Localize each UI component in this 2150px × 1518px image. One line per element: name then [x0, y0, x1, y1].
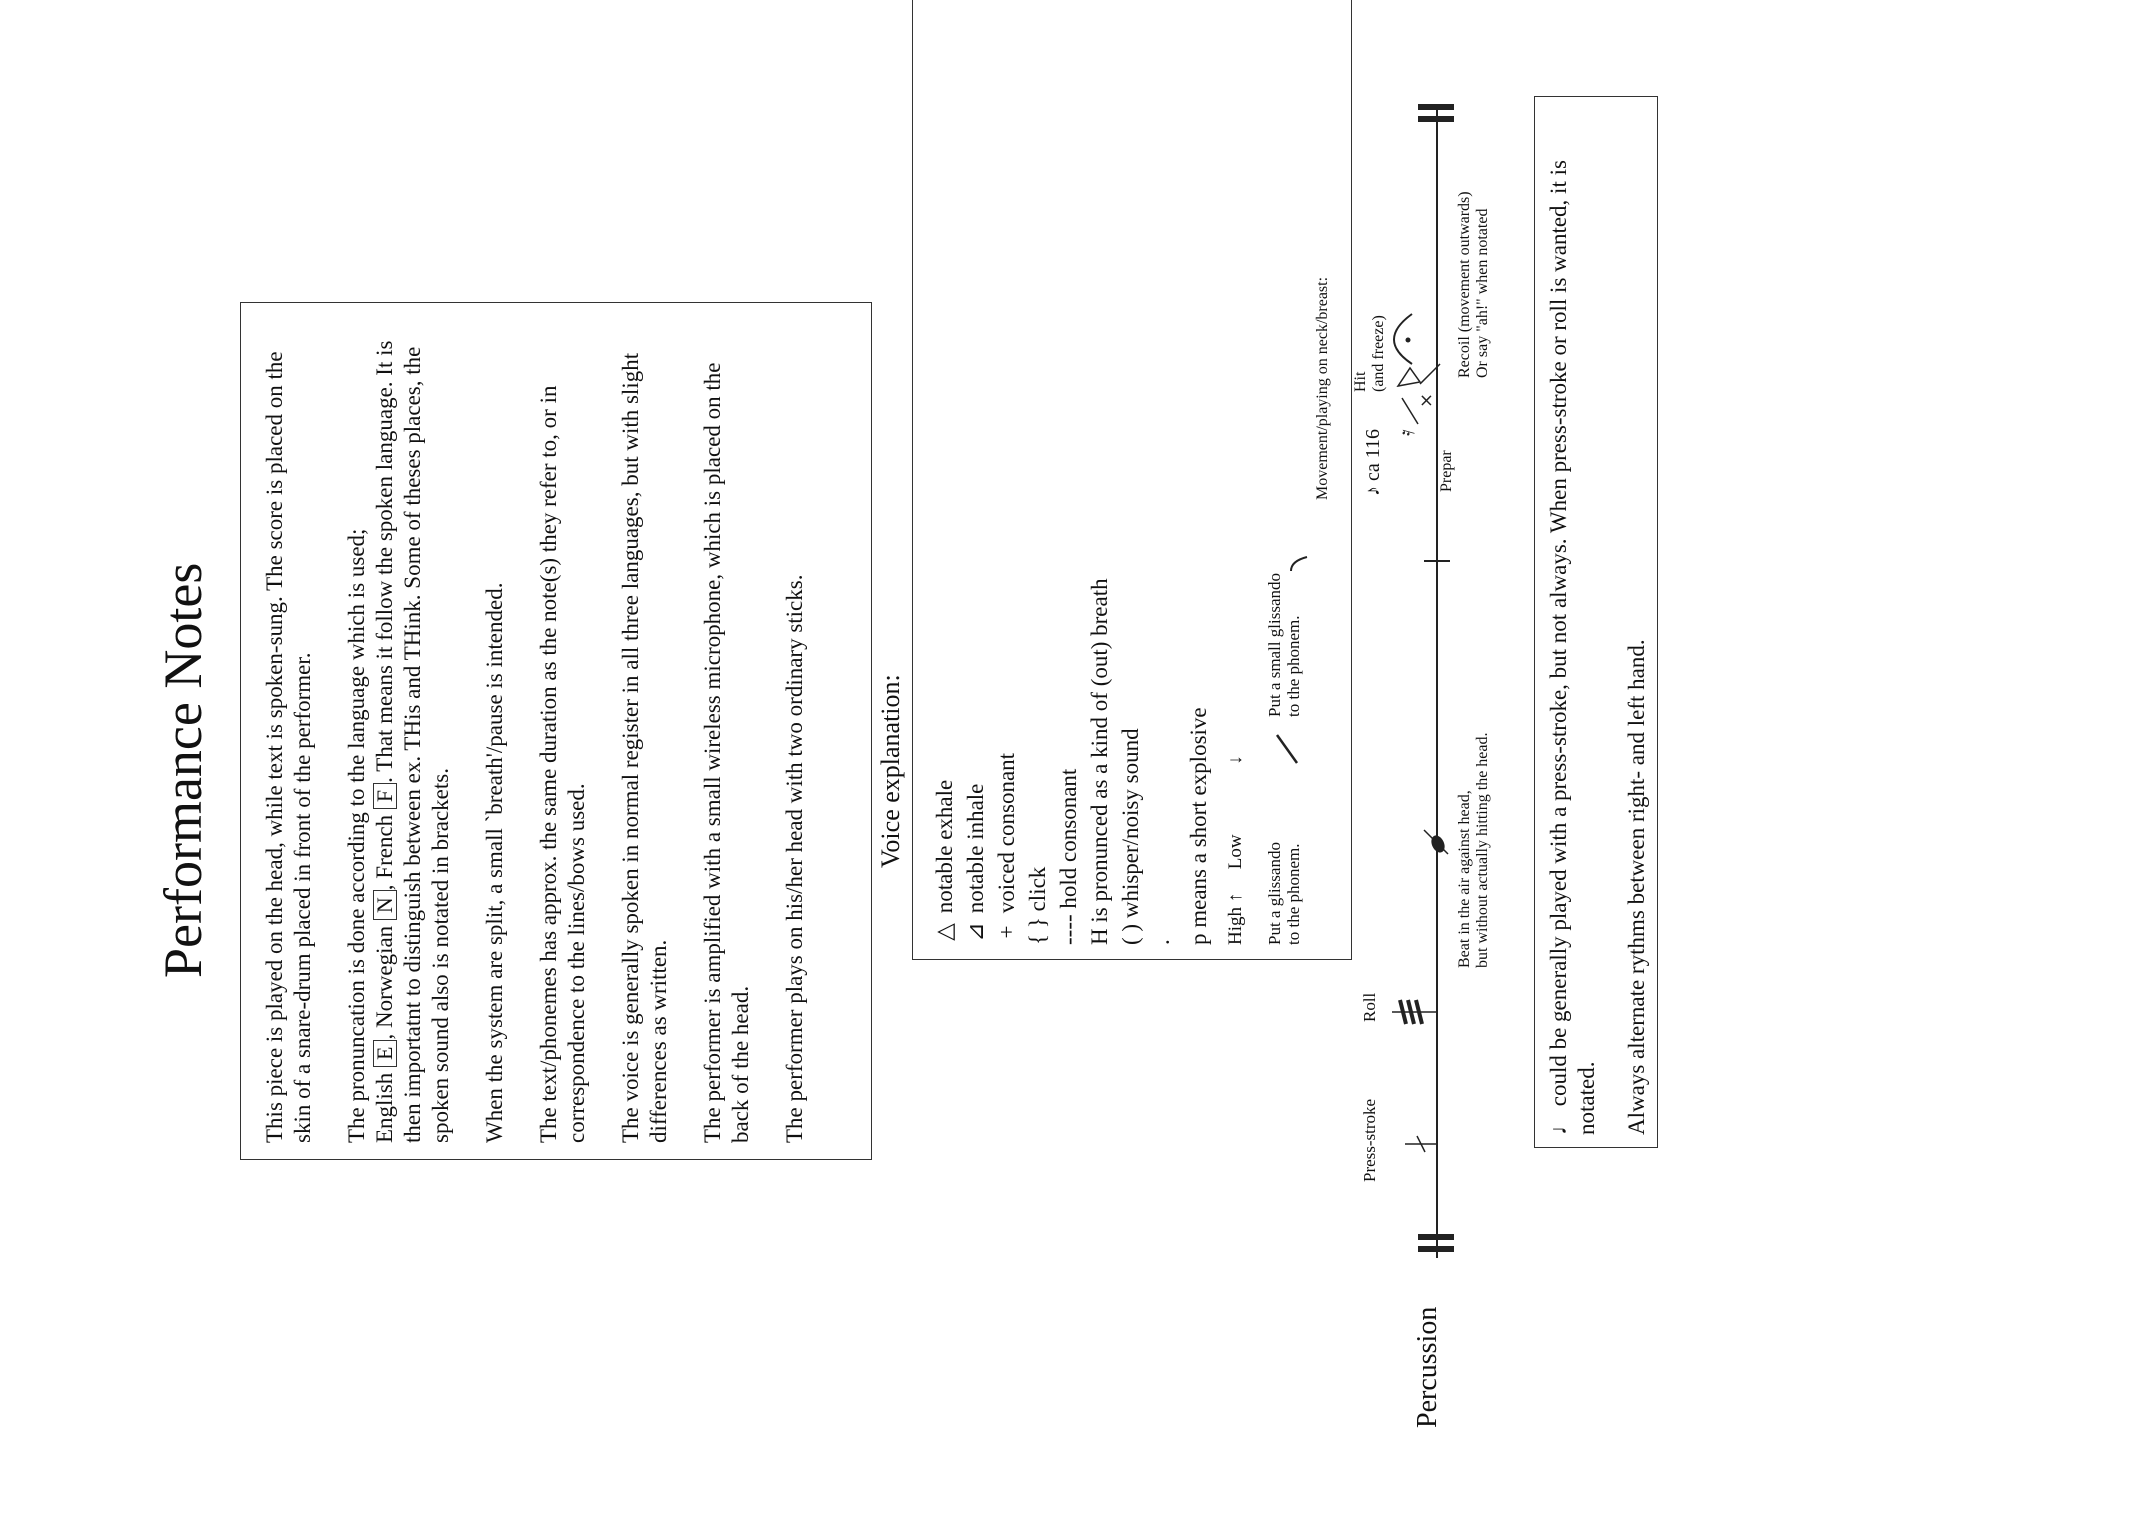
parentheses-symbol-icon: ( )	[1118, 923, 1143, 945]
performance-notes-text	[261, 319, 809, 1143]
roll-label: Roll	[1360, 992, 1379, 1022]
voice-explanation-box	[912, 0, 1352, 960]
voice-explanation-title: Voice explanation:	[876, 674, 905, 868]
tempo-marking: ♪ ca 116	[1362, 428, 1384, 496]
note-paragraph-6: The performer is amplified with a small wireless microphone, which is placed on the back of the head.	[700, 362, 753, 1143]
air-beat-description: Beat in the air against head, but without actually hitting the head.	[1456, 732, 1491, 968]
voice-item-voiced-consonant: + voiced consonant	[991, 0, 1022, 945]
quarter-note-icon: ♩	[1546, 1112, 1571, 1135]
note-paragraph-5: The voice is generally spoken in normal register in all three languages, but with slight differences as written.	[618, 352, 671, 1143]
note-paragraph-2-rest: . That means it follow the spoken language. It is then importatnt to distinguish between ex. THis and THink. Some of theses places, the spoken sound also is notated in brackets.	[372, 340, 453, 1143]
recoil-description: Recoil (movement outwards) Or say "ah!" when notated	[1456, 191, 1491, 378]
dash-symbol-icon: ----	[1056, 914, 1081, 945]
voice-item-exhale: △ notable exhale	[929, 0, 960, 945]
exhale-symbol-icon: △	[932, 923, 957, 941]
measure-barline	[1424, 560, 1450, 562]
language-english-label: English	[372, 1072, 397, 1143]
voice-item-inhale: ⊿ notable inhale	[960, 0, 991, 945]
small-glissando-label: Put a small glissando to the phonem.	[1265, 572, 1303, 717]
high-label: High	[1225, 907, 1246, 945]
page-title: Performance Notes	[153, 562, 213, 978]
press-stroke-symbol-icon	[1405, 1132, 1441, 1156]
voice-item-hold-consonant: ---- hold consonant	[1056, 768, 1081, 945]
arrow-up-icon: ↑	[1225, 892, 1246, 903]
inhale-symbol-icon: ⊿	[963, 922, 988, 942]
staff-line	[1436, 110, 1438, 1258]
end-barline-second	[1418, 104, 1454, 110]
language-f-box: F	[373, 783, 397, 809]
end-barline	[1418, 116, 1454, 122]
plus-symbol-icon: +	[994, 925, 1019, 939]
footnote-text	[1545, 109, 1651, 1135]
press-stroke-label: Press-stroke	[1360, 1098, 1379, 1182]
voice-item-high-low	[1220, 0, 1251, 945]
note-paragraph-4: The text/phonemes has approx. the same duration as the note(s) they refer to, or in correspondence to the lines/bows used.	[536, 385, 589, 1143]
dot-symbol-icon: .	[1149, 939, 1174, 945]
prepar-label: Prepar	[1438, 450, 1455, 492]
note-paragraph-2-intro: The pronuncation is done according to the language which is used;	[344, 528, 369, 1143]
svg-text:𝄿: 𝄿	[1395, 429, 1420, 436]
start-barline-second	[1418, 1234, 1454, 1240]
language-french-label: , French	[372, 814, 397, 891]
language-e-box: E	[373, 1040, 397, 1067]
arrow-down-icon: ↓	[1225, 755, 1246, 765]
footnote-paragraph-2: Always alternate rythms between right- and left hand.	[1624, 639, 1649, 1135]
voice-item-explosive: p means a short explosive	[1186, 707, 1211, 945]
voice-item-dot	[1146, 0, 1177, 945]
svg-text:×: ×	[1416, 392, 1437, 408]
glissando-label: Put a glissando to the phonem.	[1265, 842, 1303, 945]
low-label: Low	[1225, 834, 1246, 870]
voice-item-click: { } click	[1025, 866, 1050, 945]
glissando-line-icon	[1263, 731, 1303, 765]
voice-item-whisper: ( ) whisper/noisy sound	[1118, 728, 1143, 945]
roll-symbol-icon	[1392, 998, 1442, 1026]
footnote-box	[1534, 96, 1658, 1148]
small-glissando-curve-icon	[1287, 549, 1311, 573]
note-paragraph-7: The performer plays on his/her head with two ordinary sticks.	[782, 574, 807, 1143]
percussion-label: Percussion	[1412, 1306, 1443, 1428]
language-n-box: N	[373, 890, 397, 920]
eighth-note-icon: ♪	[1362, 486, 1384, 496]
language-norwegian-label: , Norwegian	[372, 925, 397, 1040]
fermata-icon	[1380, 308, 1420, 368]
start-barline	[1418, 1246, 1454, 1252]
movement-label: Movement/playing on neck/breast:	[1314, 276, 1331, 500]
note-paragraph-3: When the system are split, a small `breath'/pause is intended.	[482, 582, 507, 1143]
hit-label: Hit (and freeze)	[1352, 315, 1387, 392]
voice-item-h-breath: H is pronunced as a kind of (out) breath	[1087, 578, 1112, 945]
performance-notes-box	[240, 302, 872, 1160]
note-paragraph-1: This piece is played on the head, while text is spoken-sung. The score is placed on the skin of a snare-drum placed in front of the performer.	[262, 351, 315, 1143]
note-paragraph-2	[343, 319, 455, 1143]
brace-symbol-icon: { }	[1025, 917, 1050, 945]
footnote-paragraph-1: ♩ could be generally played with a press-stroke, but not always. When press-stroke or roll is wanted, it is notated.	[1546, 160, 1599, 1135]
